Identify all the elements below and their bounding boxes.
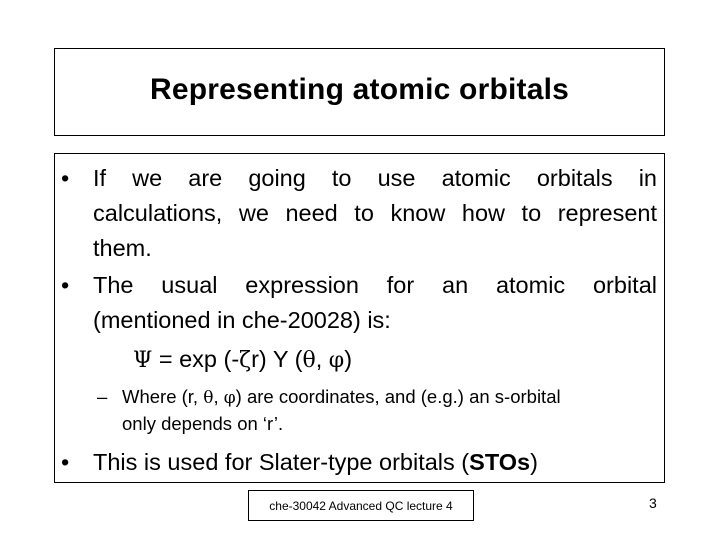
footer-text: che-30042 Advanced QC lecture 4 [269,498,453,513]
bullet-2-line-1: The usual expression for an atomic orbital [93,272,657,298]
bullet-2 [61,268,657,338]
title-box [54,48,665,136]
sub-bullet-line-1 [122,384,657,411]
psi-symbol: Ψ [133,348,153,373]
slide-title: Representing atomic orbitals [149,73,570,106]
sub-bullet-post: ) are coordinates, and (e.g.) an s-orbital [235,386,561,407]
bullet-1-line-1: If we are going to use atomic orbitals in [93,165,657,191]
bullet-1 [61,161,657,266]
bullet-3-line-1 [93,445,657,480]
theta-symbol: θ [203,388,214,408]
content-box [54,153,665,483]
phi-symbol: φ [223,388,236,408]
theta-symbol: θ [302,348,316,373]
bullet-1-line-2: calculations, we need to know how to represent [93,200,657,226]
bullet-2-line-2: (mentioned in che-20028) is: [93,307,391,333]
footer-label [248,490,474,521]
phi-symbol: φ [328,348,345,373]
bullet-1-line-3: them. [93,235,152,261]
bullet-marker: • [61,449,70,475]
formula-rest: r) Y ( [251,346,303,372]
zeta-symbol: ζ [239,348,252,373]
bullet-3-post: ) [530,449,538,475]
sub-bullet-line-2: only depends on ‘r’. [122,413,284,434]
page-number: 3 [649,495,657,511]
wavefunction-formula [133,342,352,378]
formula-eq: = exp (- [152,346,240,372]
bullet-3-bold: STOs [469,449,531,475]
sub-bullet [97,384,657,437]
bullet-marker: • [61,165,70,191]
formula-comma: , [315,346,329,372]
sub-bullet-pre: Where (r, [122,386,204,407]
bullet-marker: • [61,272,70,298]
bullet-3-pre: This is used for Slater-type orbitals ( [93,449,470,475]
bullet-3 [61,445,657,480]
sub-bullet-mid: , [213,386,224,407]
formula-close: ) [344,346,353,372]
sub-bullet-marker: – [97,386,108,407]
